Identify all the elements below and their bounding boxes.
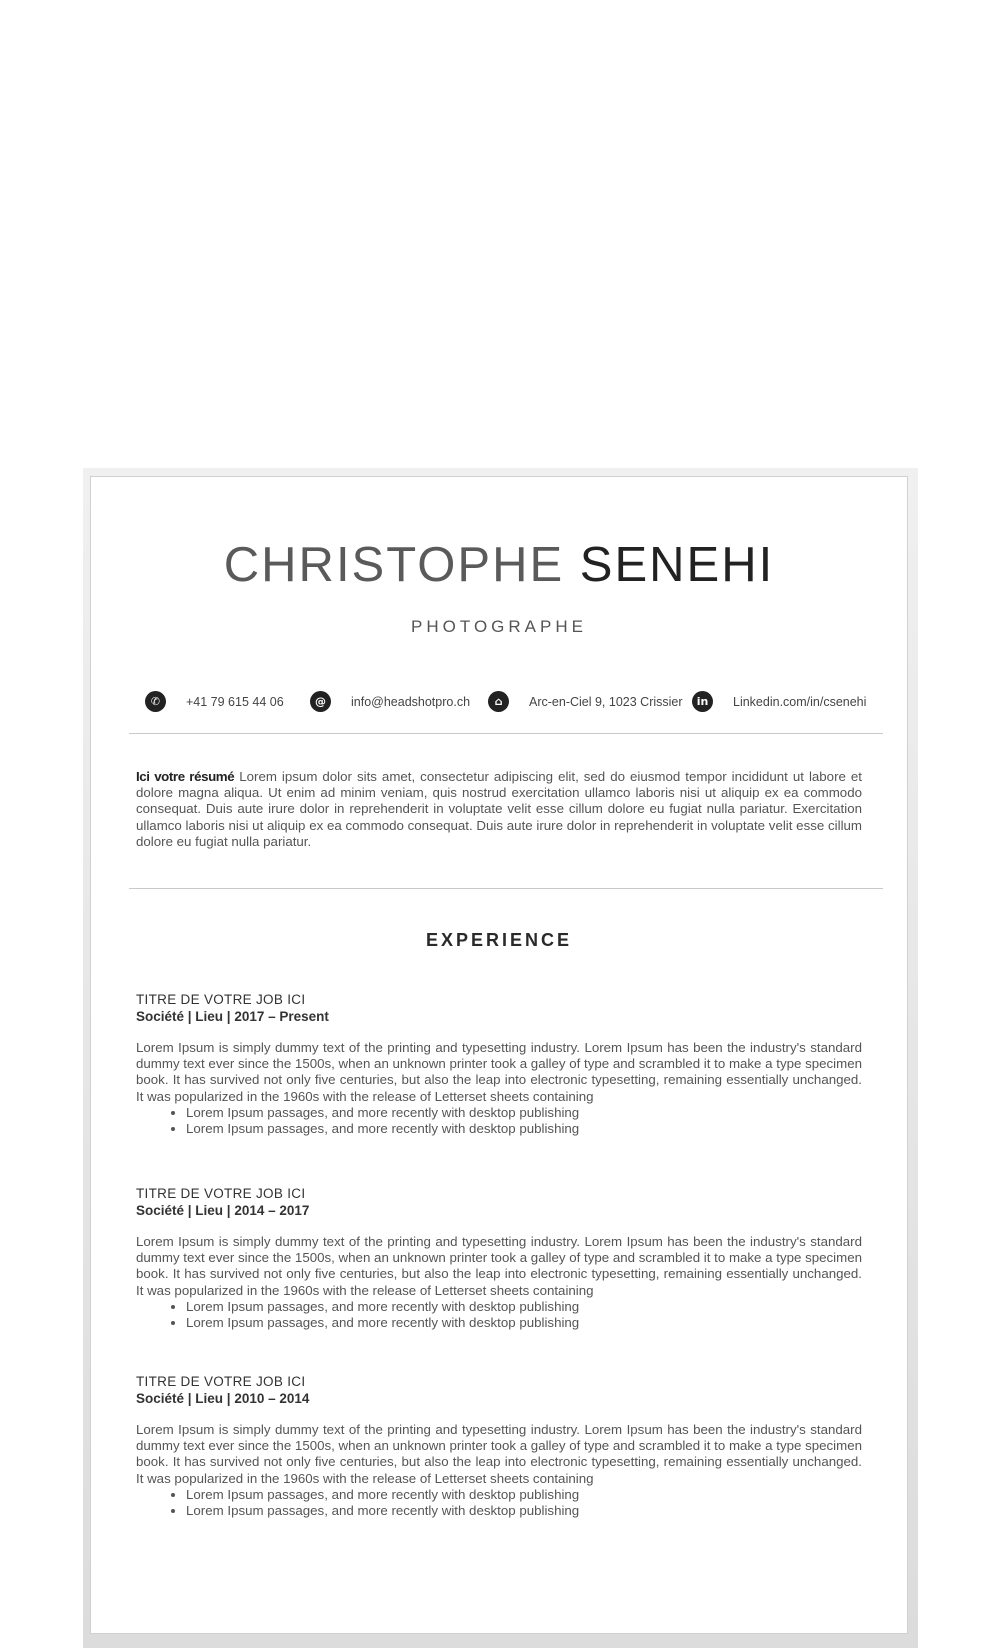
job-bullet: • Lorem Ipsum passages, and more recently with desktop publishing xyxy=(186,1487,862,1503)
first-name: CHRISTOPHE xyxy=(223,538,565,592)
resume-page xyxy=(90,476,908,1634)
job-meta: Société | Lieu | 2014 – 2017 xyxy=(136,1203,310,1218)
job-bullet: • Lorem Ipsum passages, and more recently with desktop publishing xyxy=(186,1315,862,1331)
contact-address xyxy=(488,691,683,712)
job-entry-2 xyxy=(136,1186,862,1331)
summary-lead: Ici votre résumé xyxy=(136,769,235,784)
job-title: TITRE DE VOTRE JOB ICI xyxy=(136,992,306,1007)
linkedin-text: Linkedin.com/in/csenehi xyxy=(733,694,867,709)
experience-heading: EXPERIENCE xyxy=(425,930,573,950)
summary-paragraph xyxy=(136,769,862,850)
job-bullets xyxy=(136,1105,862,1137)
phone-text: +41 79 615 44 06 xyxy=(186,694,284,709)
job-role: PHOTOGRAPHE xyxy=(411,617,587,636)
job-meta: Société | Lieu | 2017 – Present xyxy=(136,1009,329,1024)
job-entry-1 xyxy=(136,992,862,1137)
divider-middle xyxy=(129,888,883,889)
job-bullet: • Lorem Ipsum passages, and more recently with desktop publishing xyxy=(186,1121,862,1137)
job-description: Lorem Ipsum is simply dummy text of the printing and typesetting industry. Lorem Ipsum has been the industry's standard dummy text ever since the 1500s, when an unknown printer took a galley of type and scrambled it to make a type specimen book. It has survived not only five centuries, but also the leap into electronic typesetting, remaining essentially unchanged. It was popularized in the 1960s with the release of Letterset sheets containing xyxy=(136,1040,862,1104)
job-bullet: • Lorem Ipsum passages, and more recently with desktop publishing xyxy=(186,1105,862,1121)
at-icon: @ xyxy=(310,691,331,712)
contact-phone xyxy=(145,691,284,712)
contact-email xyxy=(310,691,470,712)
job-description: Lorem Ipsum is simply dummy text of the printing and typesetting industry. Lorem Ipsum has been the industry's standard dummy text ever since the 1500s, when an unknown printer took a galley of type and scrambled it to make a type specimen book. It has survived not only five centuries, but also the leap into electronic typesetting, remaining essentially unchanged. It was popularized in the 1960s with the release of Letterset sheets containing xyxy=(136,1234,862,1298)
phone-icon: ✆ xyxy=(145,691,166,712)
email-text: info@headshotpro.ch xyxy=(351,694,471,709)
job-description: Lorem Ipsum is simply dummy text of the printing and typesetting industry. Lorem Ipsum has been the industry's standard dummy text ever since the 1500s, when an unknown printer took a galley of type and scrambled it to make a type specimen book. It has survived not only five centuries, but also the leap into electronic typesetting, remaining essentially unchanged. It was popularized in the 1960s with the release of Letterset sheets containing xyxy=(136,1422,862,1486)
job-title: TITRE DE VOTRE JOB ICI xyxy=(136,1186,306,1201)
contact-linkedin xyxy=(692,691,866,712)
job-bullet: • Lorem Ipsum passages, and more recently with desktop publishing xyxy=(186,1503,862,1519)
candidate-name xyxy=(91,537,907,593)
linkedin-icon: in xyxy=(692,691,713,712)
job-title: TITRE DE VOTRE JOB ICI xyxy=(136,1374,306,1389)
job-meta: Société | Lieu | 2010 – 2014 xyxy=(136,1391,310,1406)
last-name: SENEHI xyxy=(579,538,775,592)
summary-text: Lorem ipsum dolor sits amet, consectetur adipiscing elit, sed do eiusmod tempor incididunt ut labore et dolore magna aliqua. Ut enim ad minim veniam, quis nostrud exercitation ullamco laboris nisi ut aliquip ex ea commodo consequat. Duis aute irure dolor in reprehenderit in voluptate velit esse cillum dolore eu fugiat nulla pariatur. Exercitation ullamco laboris nisi ut aliquip ex ea commodo consequat. Duis aute irure dolor in reprehenderit in voluptate velit esse cillum dolore eu fugiat nulla pariatur. xyxy=(136,769,862,849)
address-text: Arc-en-Ciel 9, 1023 Crissier xyxy=(529,694,683,709)
home-icon: ⌂ xyxy=(488,691,509,712)
job-bullet: • Lorem Ipsum passages, and more recently with desktop publishing xyxy=(186,1299,862,1315)
job-bullets xyxy=(136,1487,862,1519)
divider-top xyxy=(129,733,883,734)
job-entry-3 xyxy=(136,1374,862,1519)
job-bullets xyxy=(136,1299,862,1331)
